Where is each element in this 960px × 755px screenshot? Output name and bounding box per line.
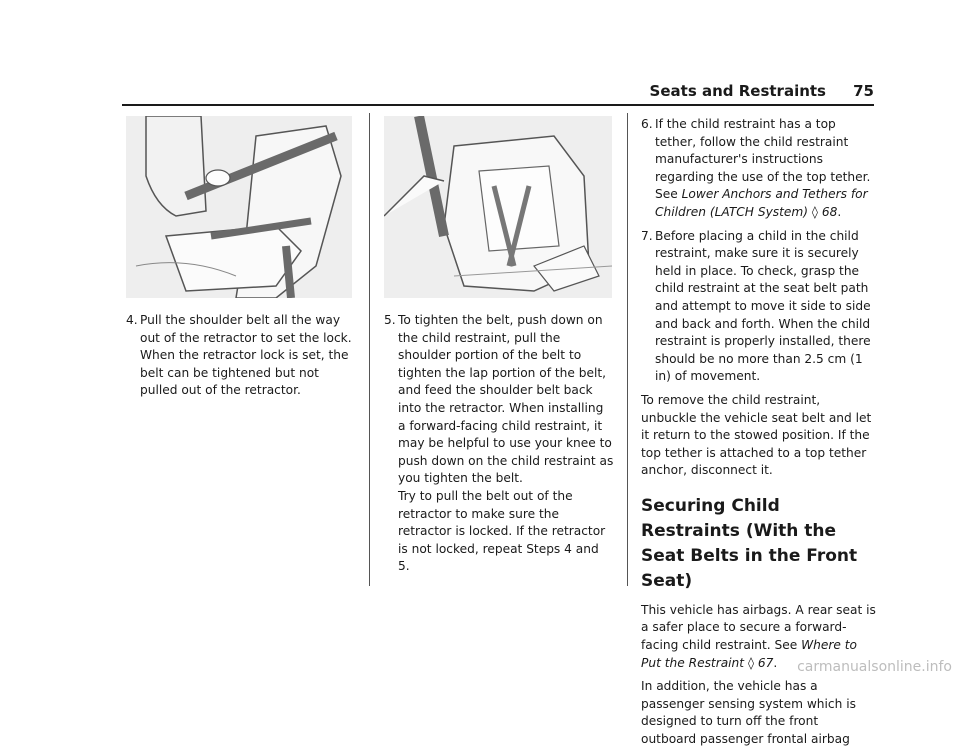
- page-ref[interactable]: 67: [757, 655, 774, 670]
- column-2: [384, 312, 614, 582]
- step-text: Before placing a child in the child restraint, make sure it is securely held in place. To check, grasp the child restraint at the seat belt path and attempt to move it side to side and back and forth. When the child restraint is properly installed, there should be no more than 2.5 cm (1 in) of movement.: [655, 228, 871, 384]
- step-number: 6.: [641, 117, 653, 131]
- pull-belt-drawing: [126, 116, 352, 298]
- step-6: [641, 116, 877, 222]
- section-heading: Securing Child Restraints (With the Seat Belts in the Front Seat): [641, 495, 858, 591]
- step-text: To tighten the belt, push down on the child restraint, pull the shoulder portion of the belt to tighten the lap portion of the belt, and feed the shoulder belt back into the retractor. When installing a forward-facing child restraint, it may be helpful to use your knee to push down on the child restraint as you tighten the belt.: [398, 313, 614, 486]
- illustration-tighten-belt: [384, 116, 612, 298]
- step-text-end: .: [837, 204, 842, 219]
- column-1: [126, 312, 356, 406]
- step-text: Pull the shoulder belt all the way out of the retractor to set the lock. When the retractor lock is set, the belt can be tightened but not pulled out of the retractor.: [140, 313, 352, 398]
- step-5: [384, 312, 614, 576]
- illustration-pull-belt: [126, 116, 352, 298]
- step-number: 4.: [126, 313, 138, 327]
- cross-reference-link[interactable]: Lower Anchors and Tethers for Children (LATCH System): [655, 187, 868, 219]
- step-number: 7.: [641, 228, 653, 243]
- step-4: [126, 312, 356, 400]
- sensing-system-paragraph: In addition, the vehicle has a passenger sensing system which is designed to turn off the front outboard passenger frontal airbag: [641, 679, 856, 747]
- step-7: [641, 228, 877, 386]
- header-bar: [122, 82, 874, 104]
- column-divider-2: [627, 113, 628, 586]
- remove-restraint-paragraph: To remove the child restraint, unbuckle the vehicle seat belt and let it return to the stowed position. If the top tether is attached to a top tether anchor, disconnect it.: [641, 392, 872, 478]
- cross-reference-link[interactable]: Where to Put the Restraint: [641, 638, 857, 670]
- page-ref-icon: ◊: [747, 655, 754, 670]
- tighten-belt-drawing: [384, 116, 612, 298]
- step-number: 5.: [384, 313, 396, 327]
- step-text: If the child restraint has a top tether, follow the child restraint manufacturer's instructions regarding the use of the top tether. See: [655, 117, 871, 202]
- paragraph-text-end: .: [773, 655, 778, 670]
- page-ref[interactable]: 68: [821, 204, 838, 219]
- paragraph-text: This vehicle has airbags. A rear seat is a safer place to secure a forward-facing child restraint. See: [641, 602, 876, 653]
- watermark: carmanualsonline.info: [797, 659, 952, 675]
- step-continuation: Try to pull the belt out of the retractor to make sure the retractor is locked. If the retractor is not locked, repeat Steps 4 and 5.: [398, 488, 606, 574]
- column-divider-1: [369, 113, 370, 586]
- page-ref-icon: ◊: [811, 204, 818, 219]
- page-number: 75: [853, 82, 874, 100]
- header-rule: [122, 104, 874, 106]
- section-title: Seats and Restraints: [649, 82, 826, 100]
